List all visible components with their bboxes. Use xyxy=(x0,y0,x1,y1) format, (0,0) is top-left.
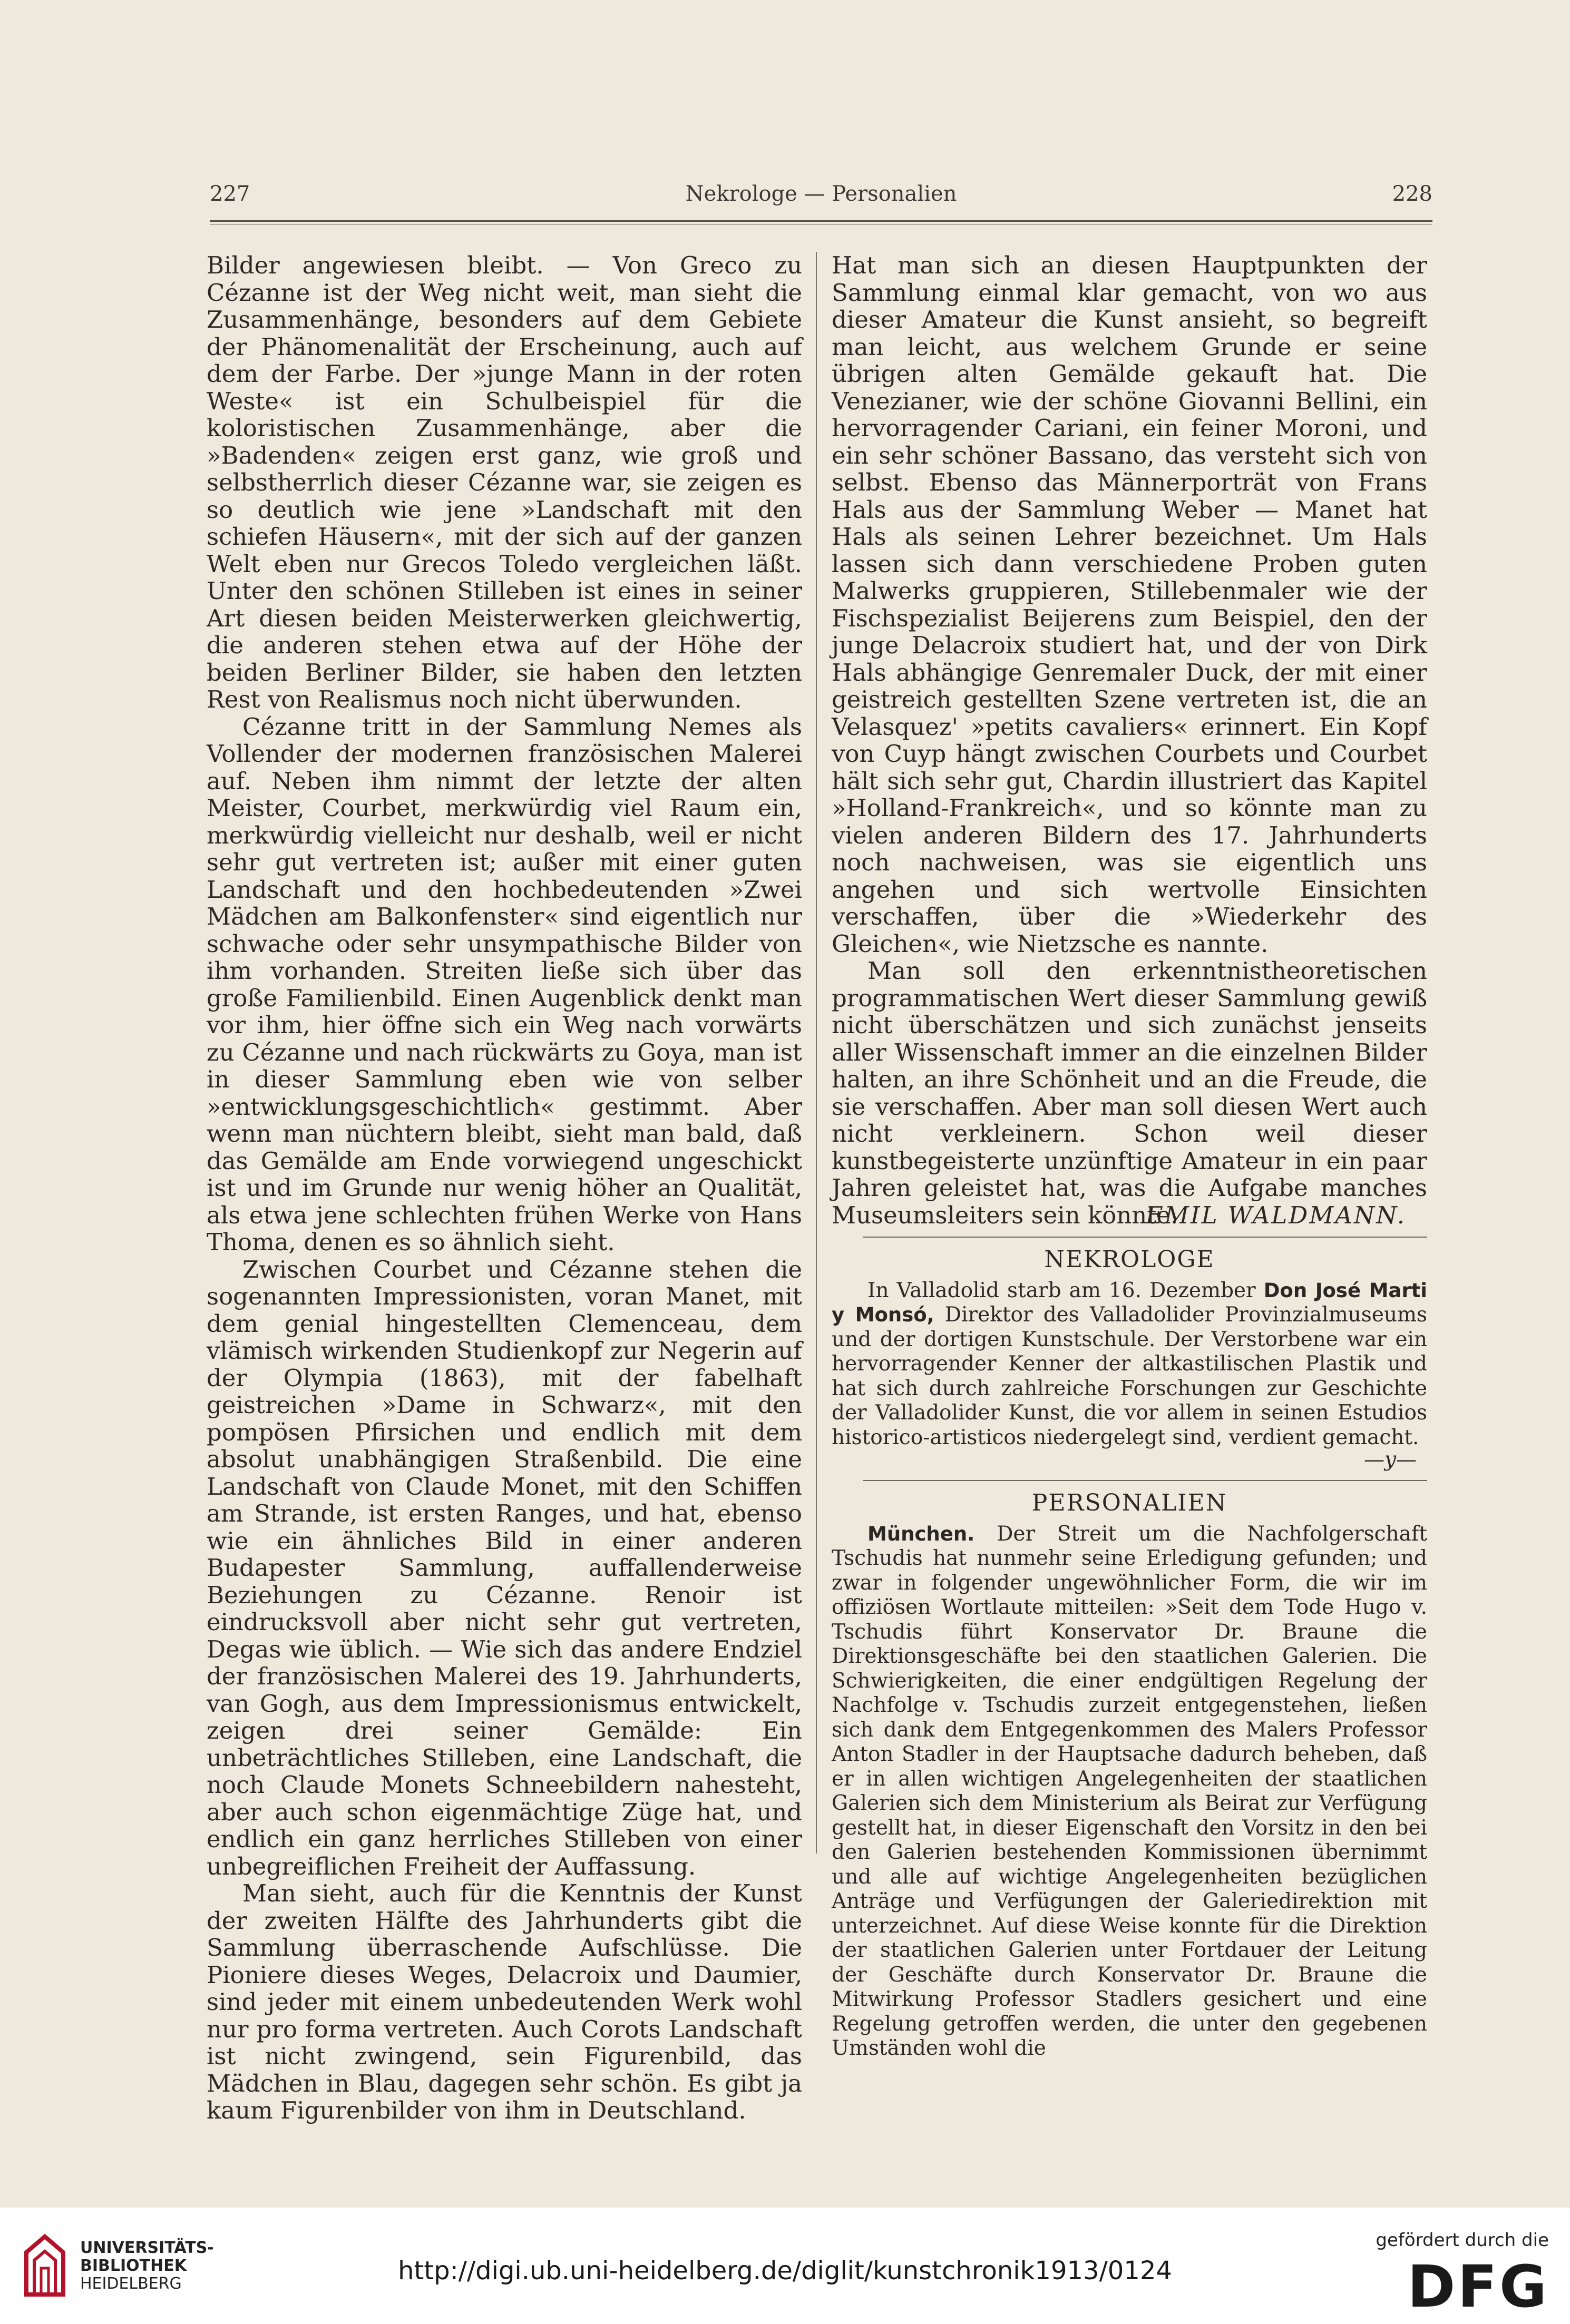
section-rule xyxy=(863,1237,1427,1238)
right-column xyxy=(832,252,1427,2061)
personalien-paragraph xyxy=(832,1522,1427,2061)
nekrologe-section xyxy=(832,1279,1427,1473)
personalien-city: München. xyxy=(867,1522,975,1545)
nekrologe-paragraph xyxy=(832,1279,1427,1450)
left-paragraph-1: Bilder angewiesen bleibt. — Von Greco zu Cézanne ist der Weg nicht weit, man sieht die Zusammenhänge, besonders auf dem Gebiete der Phänomenalität der Erscheinung, auch auf dem der Farbe. Der »junge Mann in der roten Weste« ist ein Schulbeispiel für die koloristischen Zusammenhänge, aber die »Badenden« zeigen erst ganz, wie groß und selbstherrlich dieser Cézanne war, sie zeigen es so deutlich wie jene »Landschaft mit den schiefen Häusern«, mit der sich auf der ganzen Welt eben nur Grecos Toledo vergleichen läßt. Unter den schönen Stilleben ist eines in seiner Art diesen beiden Meisterwerken gleichwertig, die anderen stehen etwa auf der Höhe der beiden Berliner Bilder, sie haben den letzten Rest von Realismus noch nicht überwunden. xyxy=(207,251,802,713)
nekrologe-signature: —y— xyxy=(1363,1448,1417,1472)
funding-label: gefördert durch die xyxy=(1376,2230,1549,2251)
dfg-logo: DFG xyxy=(1407,2253,1549,2320)
personalien-body: Der Streit um die Nachfolgerschaft Tschudis hat nunmehr seine Erledigung gefunden; und zwar in folgender ungewöhnlicher Form, die wir im offiziösen Wortlaute mitteilen: »Seit dem Tode Hugo v. Tschudis führt Konservator Dr. Braune die Direktionsgeschäfte bei den staatlichen Galerien. Die Schwierigkeiten, die einer endgültigen Regelung der Nachfolge v. Tschudis zurzeit entgegenstehen, ließen sich dank dem Entgegenkommen des Malers Professor Anton Stadler in der Hauptsache dadurch beheben, daß er in allen wichtigen Angelegenheiten der staatlichen Galerien sich dem Ministerium als Beirat zur Verfügung gestellt hat, in dieser Eigenschaft den Vorsitz in den bei den Galerien bestehenden Kommissionen übernimmt und alle auf wichtige Angelegenheiten bezüglichen Anträge und Verfügungen der Galeriedirektion mit unterzeichnet. Auf diese Weise konnte für die Direktion der staatlichen Galerien unter Fortdauer der Leitung der Geschäfte durch Konservator Dr. Braune die Mitwirkung Professor Stadlers gesichert und eine Regelung getroffen werden, die unter den gegebenen Umständen wohl die xyxy=(832,1522,1427,2060)
nekrologe-body: Direktor des Valladolider Provinzialmuseums und der dortigen Kunstschule. Der Verstorbene war ein hervorragender Kenner der altkastilischen Plastik und hat sich durch zahlreiche Forschungen zur Geschichte der Valladolider Kunst, die vor allem in seinen Estudios historico-artisticos niedergelegt sind, verdient gemacht. xyxy=(832,1303,1428,1449)
running-header xyxy=(210,182,1432,219)
page-number-left: 227 xyxy=(210,182,250,206)
nekrologe-person: Don José Marti y Monsó, xyxy=(832,1279,1427,1326)
header-rule xyxy=(210,220,1432,222)
nekrologe-heading: NEKROLOGE xyxy=(1044,1246,1215,1273)
library-line-2: BIBLIOTHEK xyxy=(80,2257,187,2275)
column-divider xyxy=(816,252,817,1854)
author-signature: EMIL WALDMANN. xyxy=(1145,1201,1406,1229)
nekrologe-intro: In Valladolid starb am 16. Dezember xyxy=(867,1278,1256,1302)
right-paragraph-1: Hat man sich an diesen Hauptpunkten der Sammlung einmal klar gemacht, von wo aus dieser Amateur die Kunst ansieht, so begreift man leicht, aus welchem Grunde er seine übrigen alten Gemälde gekauft hat. Die Venezianer, wie der schöne Giovanni Bellini, ein hervorragender Cariani, ein feiner Moroni, und ein sehr schöner Bassano, das versteht sich von selbst. Ebenso das Männerporträt von Frans Hals aus der Sammlung Weber — Manet hat Hals als seinen Lehrer bezeichnet. Um Hals lassen sich dann verschiedene Proben guten Malwerks gruppieren, Stillebenmaler wie der Fischspezialist Beijerens zum Beispiel, den der junge Delacroix studiert hat, und der von Dirk Hals abhängige Genremaler Duck, der mit einer geistreich gestellten Szene vertreten ist, die an Velasquez' »petits cavaliers« erinnert. Ein Kopf von Cuyp hängt zwischen Courbets und Courbet hält sich sehr gut, Chardin illustriert das Kapitel »Holland-Frankreich«, und so könnte man zu vielen anderen Bildern des 17. Jahrhunderts noch nachweisen, was sie eigentlich uns angehen und sich wertvolle Einsichten verschaffen, über die »Wiederkehr des Gleichen«, wie Nietzsche es nannte. xyxy=(832,251,1427,958)
personalien-section xyxy=(832,1522,1427,2061)
left-column xyxy=(207,252,802,2124)
digitization-footer xyxy=(0,2208,1570,2324)
library-line-3: HEIDELBERG xyxy=(80,2274,182,2293)
left-paragraph-3: Zwischen Courbet und Cézanne stehen die sogenannten Impressionisten, voran Manet, mit dem genial hingestellten Clemenceau, dem vlämisch wirkenden Studienkopf zur Negerin auf der Olympia (1863), mit der fabelhaft geistreichen »Dame in Schwarz«, mit den pompösen Pfirsichen und endlich mit dem absolut unabhängigen Straßenbild. Die eine Landschaft von Claude Monet, mit den Schiffen am Strande, ist ersten Ranges, und hat, ebenso wie ein ähnliches Bild in einer anderen Budapester Sammlung, auffallenderweise Beziehungen zu Cézanne. Renoir ist eindrucksvoll aber nicht sehr gut vertreten, Degas wie üblich. — Wie sich das andere Endziel der französischen Malerei des 19. Jahrhunderts, van Gogh, aus dem Impressionismus entwickelt, zeigen drei seiner Gemälde: Ein unbeträchtliches Stilleben, eine Landschaft, die noch Claude Monets Schneebildern nahesteht, aber auch schon eigenmächtige Züge hat, und endlich ein ganz herrliches Stilleben von einer unbegreiflichen Freiheit der Auffassung. xyxy=(207,1255,802,1880)
page-number-right: 228 xyxy=(1392,182,1432,206)
permalink-url[interactable]: http://digi.ub.uni-heidelberg.de/diglit/kunstchronik1913/0124 xyxy=(398,2256,1172,2286)
running-title: Nekrologe — Personalien xyxy=(685,182,957,206)
section-rule xyxy=(863,1480,1427,1481)
left-paragraph-4: Man sieht, auch für die Kenntnis der Kunst der zweiten Hälfte des Jahrhunderts gibt die Sammlung überraschende Aufschlüsse. Die Pioniere dieses Weges, Delacroix und Daumier, sind jeder mit einem unbedeutenden Werk wohl nur pro forma vertreten. Auch Corots Landschaft ist nicht zwingend, sein Figurenbild, das Mädchen in Blau, dagegen sehr schön. Es gibt ja kaum Figurenbilder von ihm in Deutschland. xyxy=(207,1879,802,2124)
personalien-heading: PERSONALIEN xyxy=(1031,1489,1227,1516)
left-paragraph-2: Cézanne tritt in der Sammlung Nemes als Vollender der modernen französischen Malerei auf. Neben ihm nimmt der letzte der alten Meister, Courbet, merkwürdig viel Raum ein, merkwürdig vielleicht nur deshalb, weil er nicht sehr gut vertreten ist; außer mit einer guten Landschaft und den hochbedeutenden »Zwei Mädchen am Balkonfenster« sind eigentlich nur schwache oder sehr unsympathische Bilder von ihm vorhanden. Streiten ließe sich über das große Familienbild. Einen Augenblick denkt man vor ihm, hier öffne sich ein Weg nach vorwärts zu Cézanne und nach rückwärts zu Goya, man ist in dieser Sammlung eben wie von selber »entwicklungsgeschichtlich« gestimmt. Aber wenn man nüchtern bleibt, sieht man bald, daß das Gemälde am Ende vorwiegend ungeschickt ist und im Grunde nur wenig höher an Qualität, als etwa jene schlechten frühen Werke von Hans Thoma, denen es so ähnlich sieht. xyxy=(207,712,802,1256)
library-line-1: UNIVERSITÄTS- xyxy=(80,2239,214,2257)
right-paragraph-2: Man soll den erkenntnistheoretischen programmatischen Wert dieser Sammlung gewiß nicht überschätzen und sich zunächst jenseits aller Wissenschaft immer an die einzelnen Bilder halten, an ihre Schönheit und an die Freude, die sie verschaffen. Aber man soll diesen Wert auch nicht verkleinern. Schon weil dieser kunstbegeisterte unzünftige Amateur in ein paar Jahren geleistet hat, was die Aufgabe manches Museumsleiters sein könnte. xyxy=(832,957,1427,1229)
